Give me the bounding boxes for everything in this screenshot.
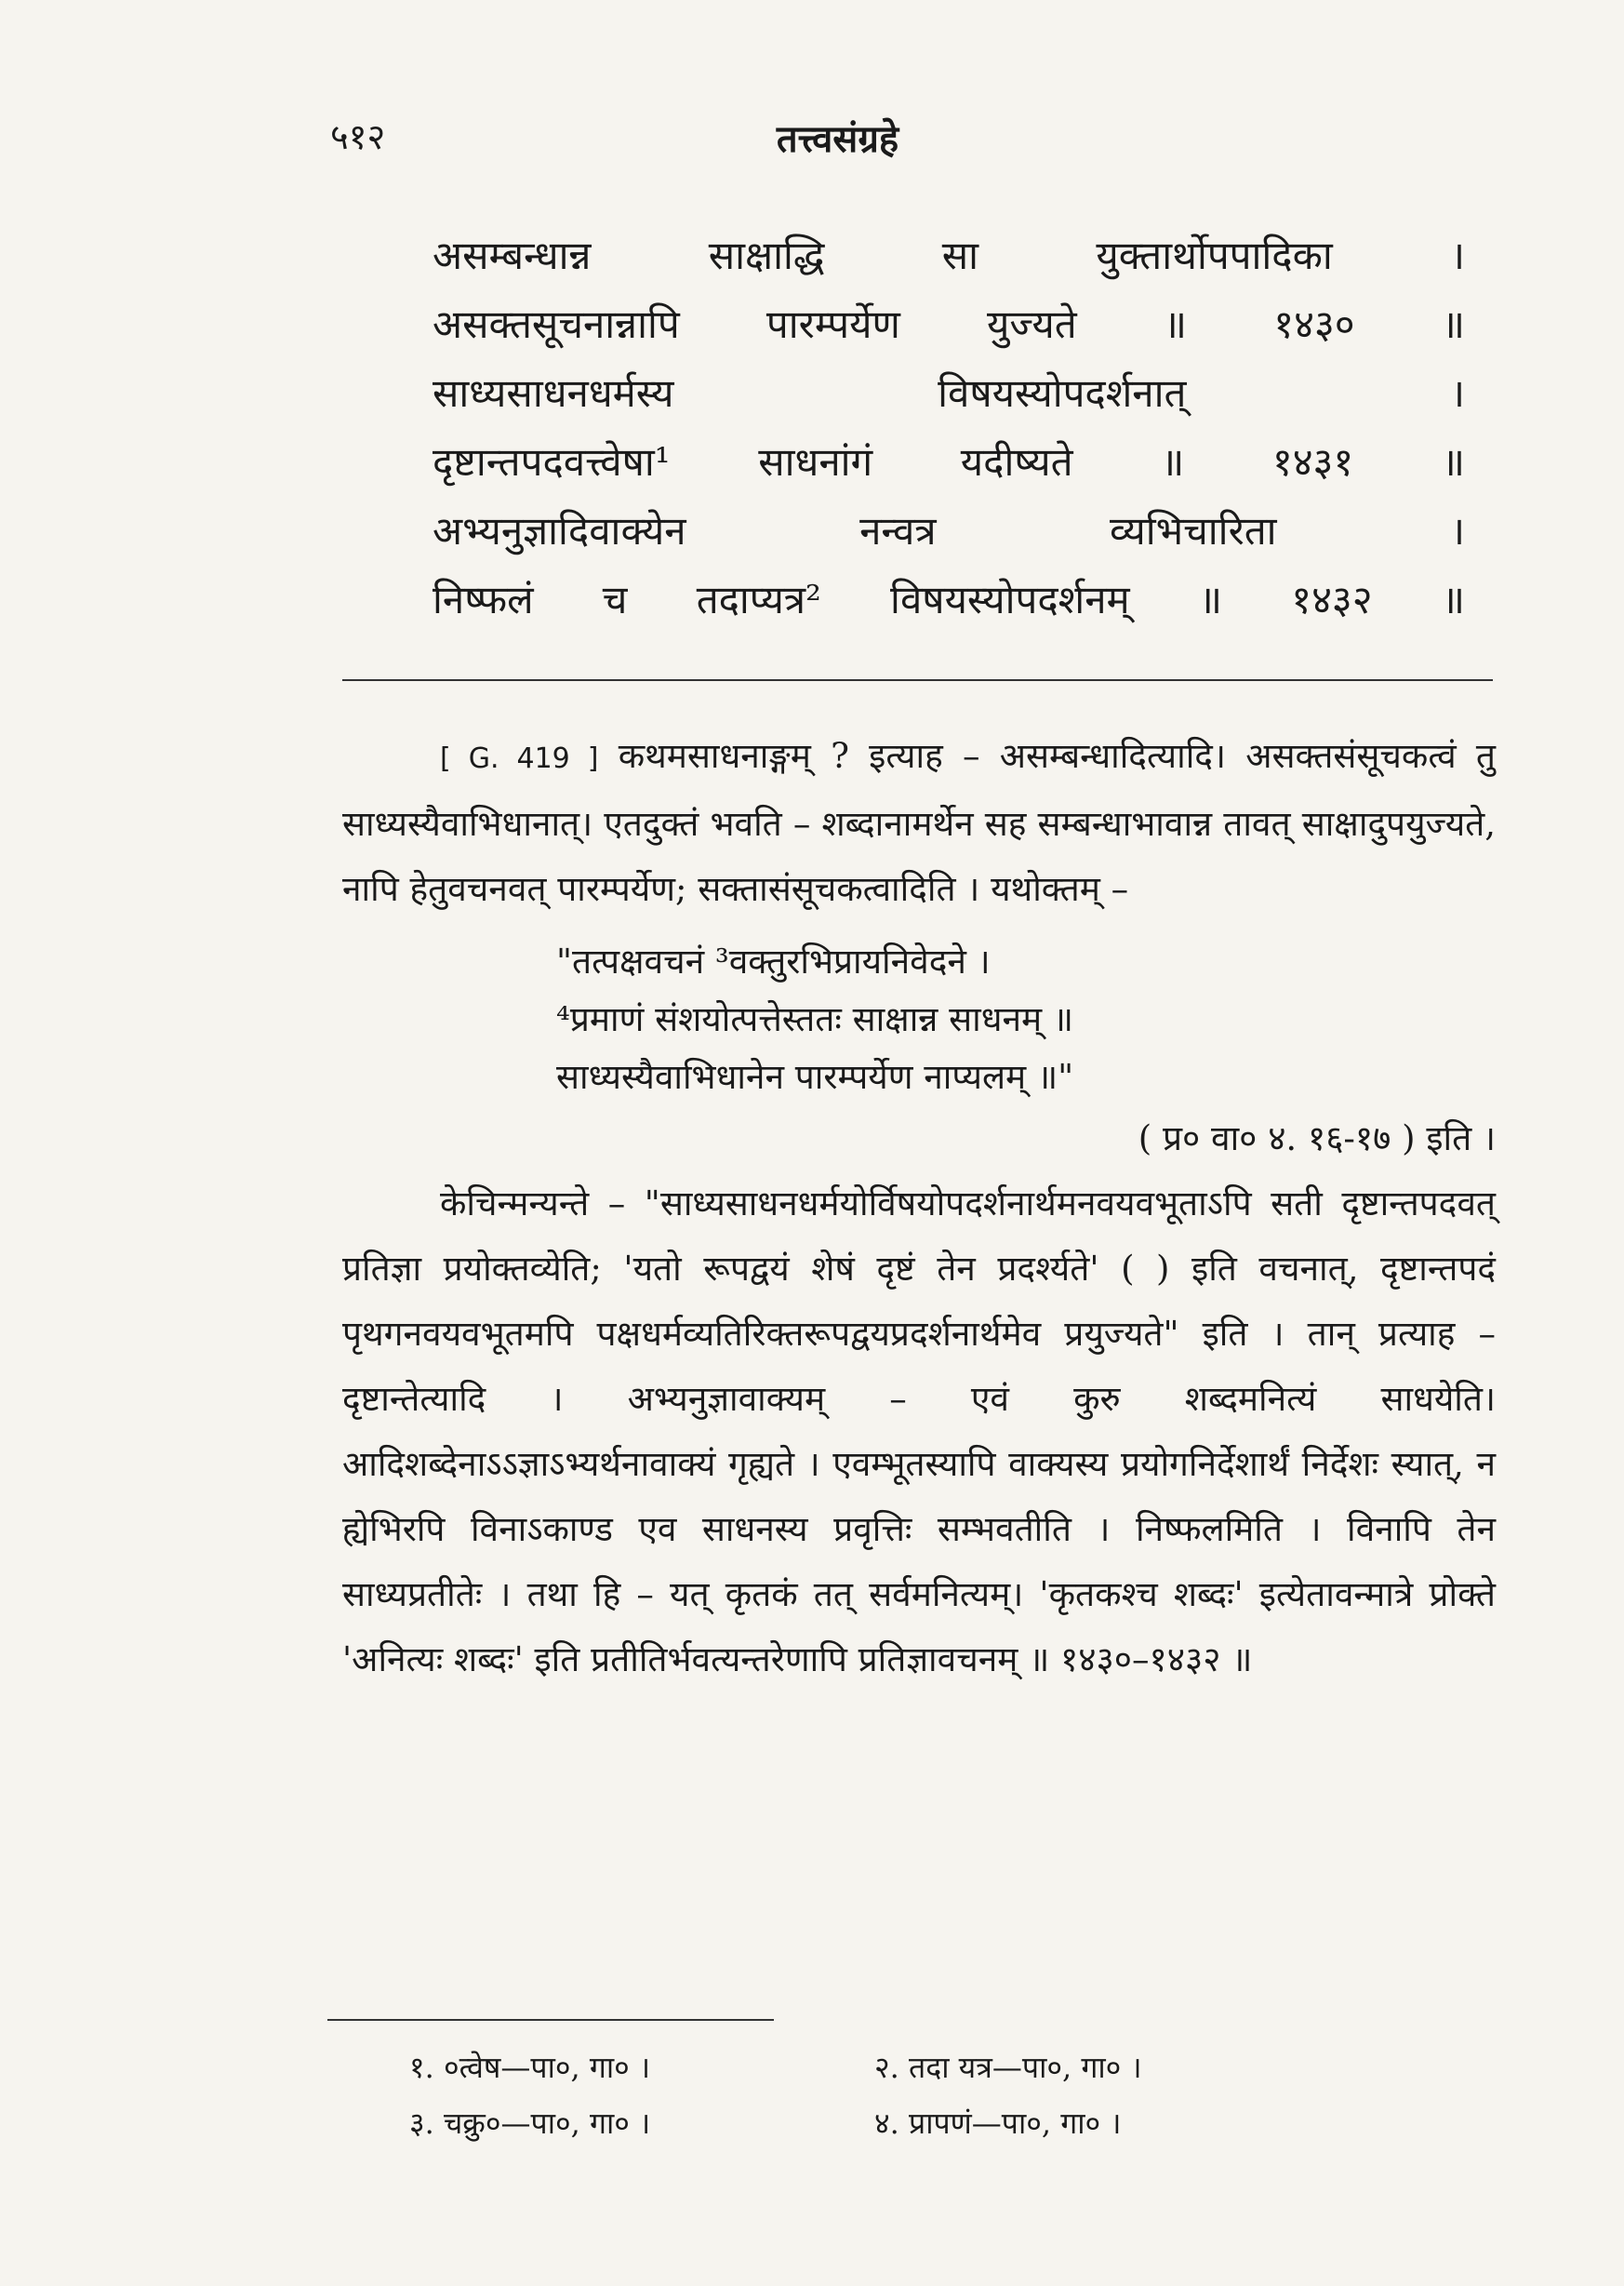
commentary-text: कथमसाधनाङ्गम् ? इत्याह – असम्बन्धादित्यादि। असक्तसंसूचकत्वं तु साध्यस्यैवाभिधानात्। एतदुक्तं भवति – शब्दानामर्थेन सह सम्बन्धाभावान्न तावत् साक्षादुपयुज्यते, नापि हेतुवचनवत् पारम्पर्येण; सक्तासंसूचकत्वादिति । यथोक्तम् – — [342, 736, 1497, 909]
verse-line: अभ्यनुज्ञादिवाक्येन नन्वत्र व्यभिचारिता । — [433, 508, 1465, 554]
quoted-verse — [556, 933, 1496, 1106]
footnote: २. तदा यत्र—पा०, गा० । — [874, 2050, 1142, 2085]
footnote: १. ०त्वेष—पा०, गा० । — [409, 2050, 651, 2085]
quote-line: ⁴प्रमाणं संशयोत्पत्तेस्ततः साक्षान्न साधनम् ॥ — [556, 999, 1074, 1039]
footnote: ३. चक्रु०—पा०, गा० । — [409, 2106, 651, 2141]
verse-line: असम्बन्धान्न साक्षाद्धि सा युक्तार्थोपपादिका । — [433, 233, 1465, 278]
footnotes — [409, 2039, 1339, 2151]
page-number: ५१२ — [330, 116, 386, 157]
verse-line: निष्फलं च तदाप्यत्र² विषयस्योपदर्शनम् ॥ १४३२ ॥ — [433, 577, 1465, 622]
verse-line: दृष्टान्तपदवत्त्वेषा¹ साधनांगं यदीष्यते ॥ १४३१ ॥ — [433, 439, 1465, 485]
section-divider — [342, 679, 1493, 681]
commentary-paragraph: केचिन्मन्यन्ते – "साध्यसाधनधर्मयोर्विषयोपदर्शनार्थमनवयवभूताऽपि सती दृष्टान्तपदवत् प्रतिज्ञा प्रयोक्तव्येति; 'यतो रूपद्वयं शेषं दृष्टं तेन प्रदर्श्यते' ( ) इति वचनात्, दृष्टान्तपदं पृथगनवयवभूतमपि पक्षधर्मव्यतिरिक्तरूपद्वयप्रदर्शनार्थमेव प्रयुज्यते" इति । तान् प्रत्याह – दृष्टान्तेत्यादि । अभ्यनुज्ञावाक्यम् – एवं कुरु शब्दमनित्यं साधयेति। आदिशब्देनाऽऽज्ञाऽभ्यर्थनावाक्यं गृह्यते । एवम्भूतस्यापि वाक्यस्य प्रयोगनिर्देशार्थं निर्देशः स्यात्, न ह्येभिरपि विनाऽकाण्ड एव साधनस्य प्रवृत्तिः सम्भवतीति । निष्फलमिति । विनापि तेन साध्यप्रतीतेः । तथा हि – यत् कृतकं तत् सर्वमनित्यम्। 'कृतकश्च शब्दः' इत्येतावन्मात्रे प्रोक्ते 'अनित्यः शब्दः' इति प्रतीतिर्भवत्यन्तरेणापि प्रतिज्ञावचनम् ॥ १४३०–१४३२ ॥ — [342, 1183, 1496, 1679]
footnote-divider — [327, 2019, 774, 2021]
citation: ( प्र० वा० ४. १६-१७ ) इति । — [1138, 1118, 1496, 1158]
verse-line: असक्तसूचनान्नापि पारम्पर्येण युज्यते ॥ १४३० ॥ — [433, 301, 1465, 347]
quote-line: "तत्पक्षवचनं ³वक्तुरभिप्रायनिवेदने । — [556, 942, 991, 982]
footnote: ४. प्रापणं—पा०, गा० । — [874, 2106, 1122, 2141]
running-title: तत्त्वसंग्रहे — [776, 117, 899, 161]
verse-block — [433, 221, 1465, 635]
page-header — [330, 112, 1345, 167]
edition-page-reference: [ G. 419 ] — [440, 742, 599, 775]
commentary — [342, 724, 1496, 1692]
commentary-paragraph — [342, 724, 1496, 922]
verse-line: साध्यसाधनधर्मस्य विषयस्योपदर्शनात् । — [433, 370, 1465, 416]
quote-line: साध्यस्यैवाभिधानेन पारम्पर्येण नाप्यलम् ॥" — [556, 1057, 1074, 1097]
